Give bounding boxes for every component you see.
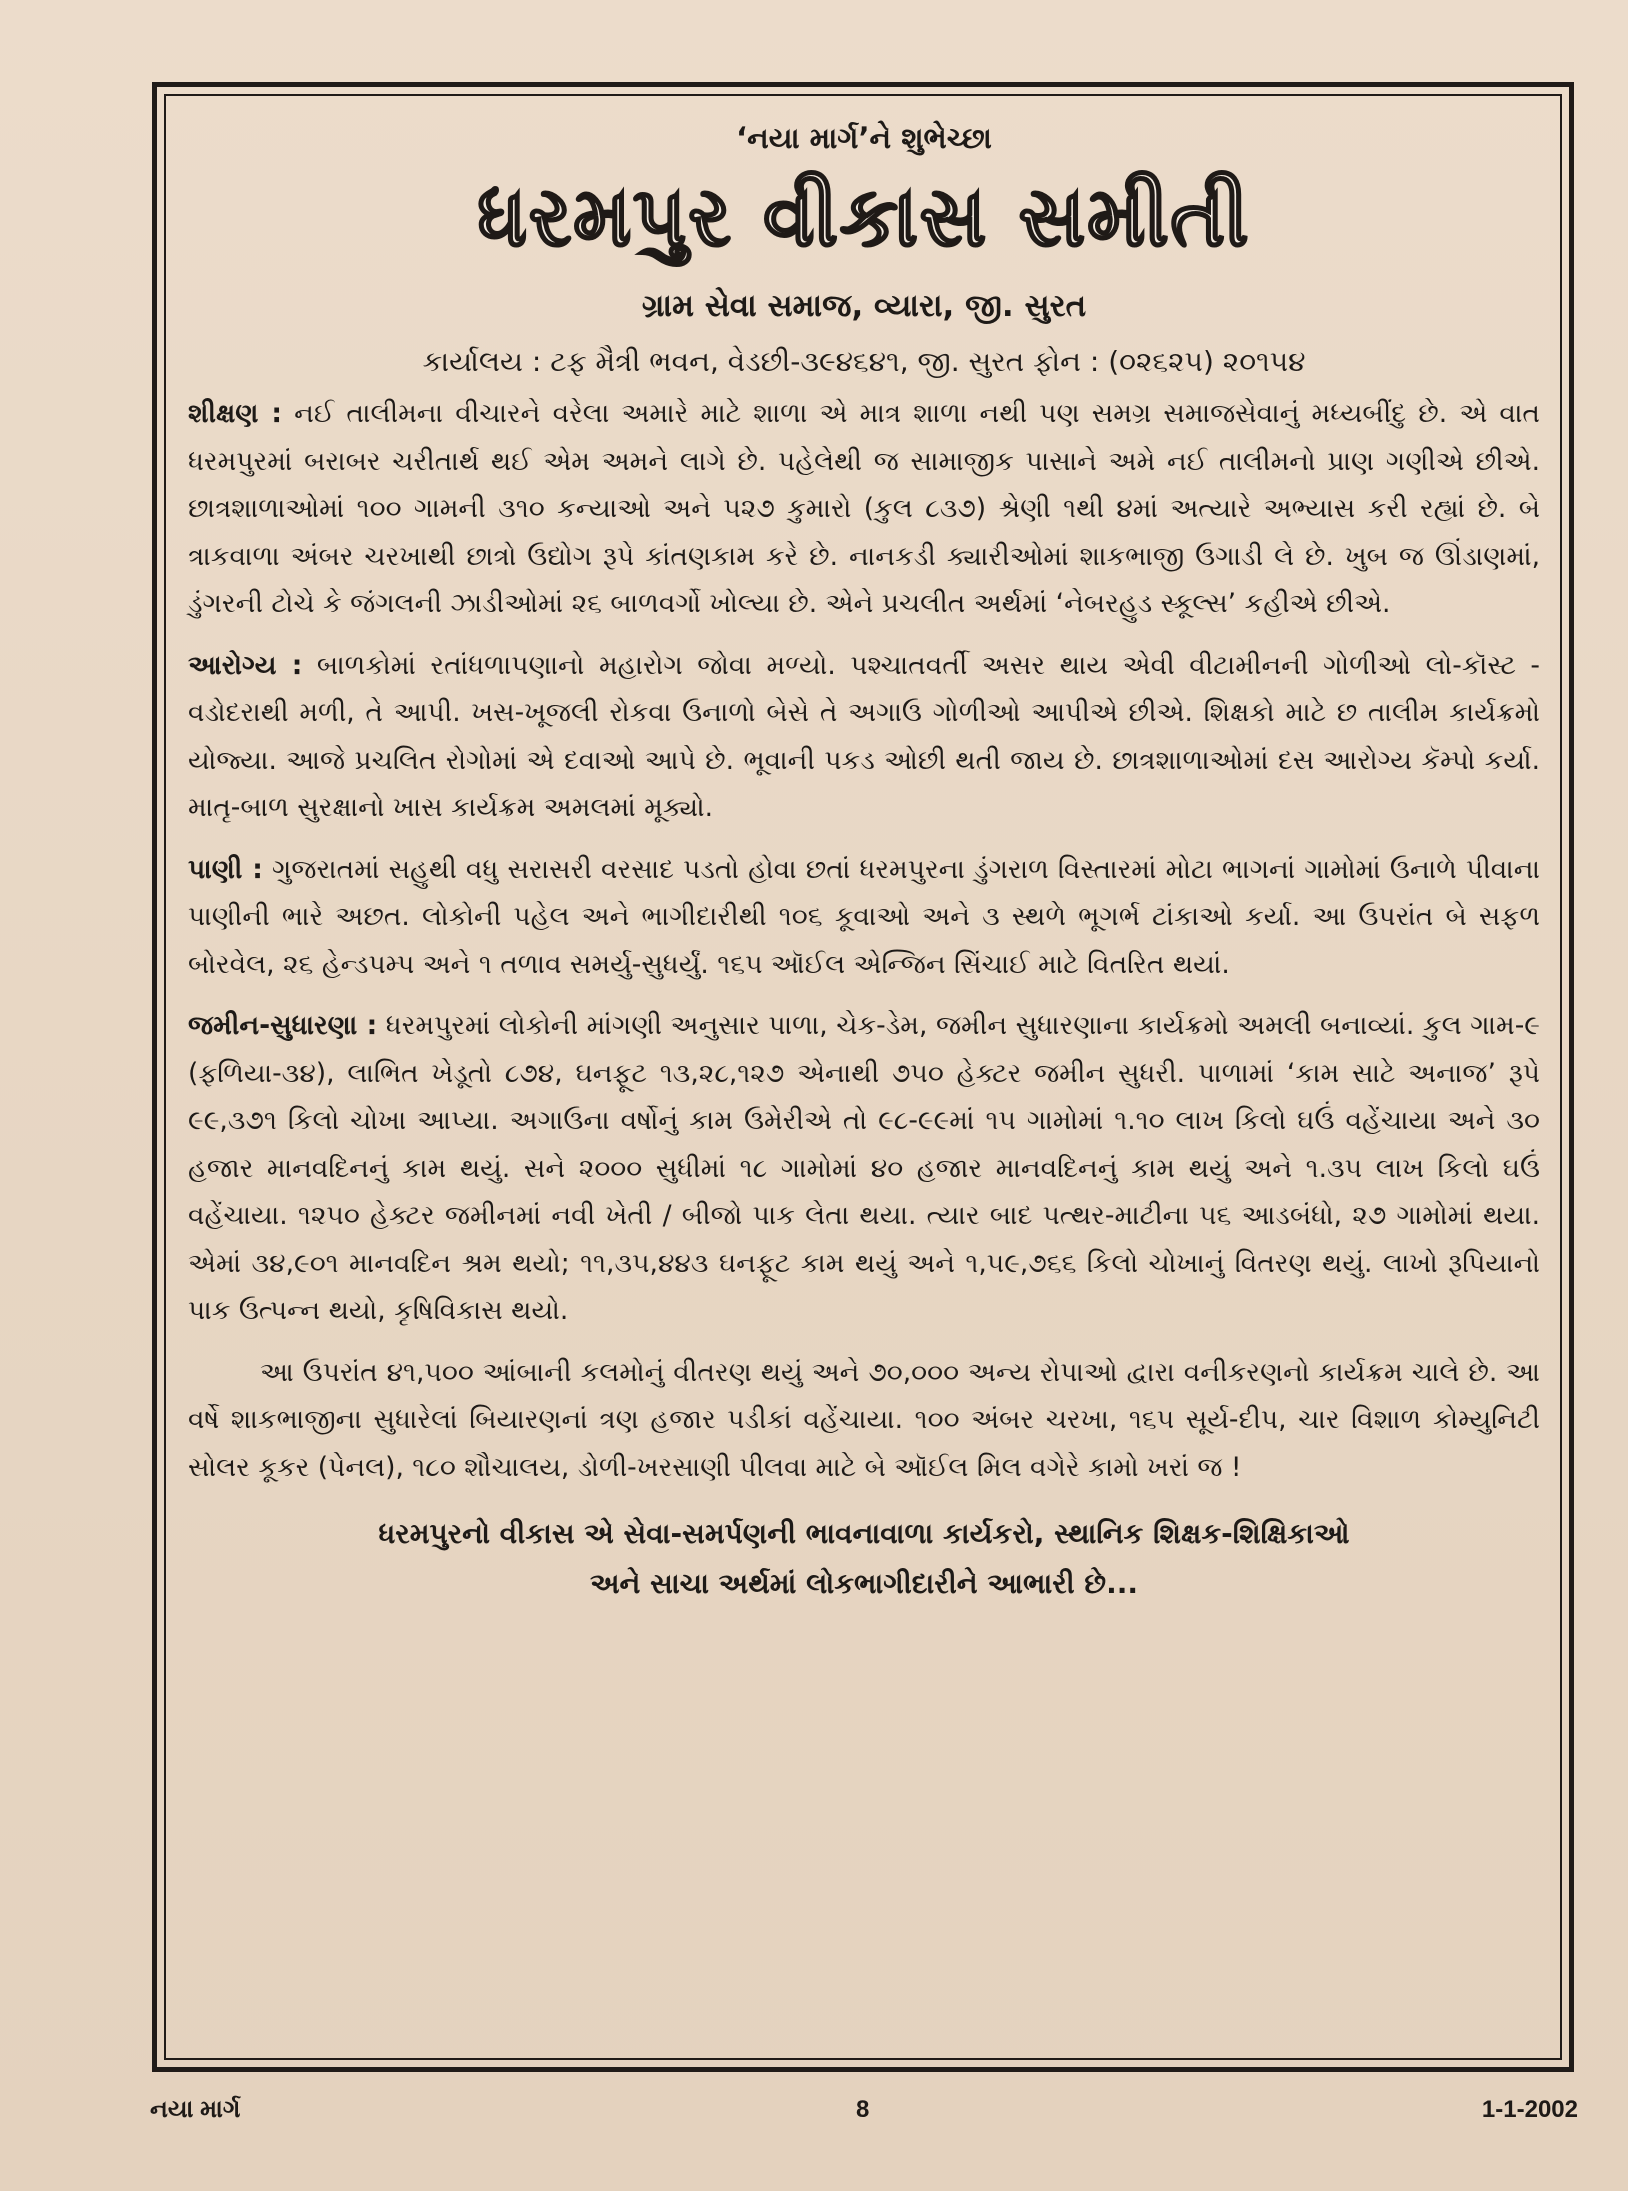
page-title: ધરમપુર વીકાસ સમીતી bbox=[477, 170, 1251, 265]
paragraph-text: બાળકોમાં રતાંધળાપણાનો મહારોગ જોવા મળ્યો. પશ્ચાતવર્તી અસર થાય એવી વીટામીનની ગોળીઓ લો-કૉસ્ટ - વડોદરાથી મળી, તે આપી. ખસ-ખૂજલી રોકવા ઉનાળો બેસે તે અગાઉ ગોળીઓ આપીએ છીએ. શિક્ષકો માટે છ તાલીમ કાર્યક્રમો યોજ્યા. આજે પ્રચલિત રોગોમાં એ દવાઓ આપે છે. ભૂવાની પકડ ઓછી થતી જાય છે. છાત્રશાળાઓમાં દસ આરોગ્ય કૅમ્પો કર્યા. માતૃ-બાળ સુરક્ષાનો ખાસ કાર્યક્રમ અમલમાં મૂક્યો. bbox=[188, 649, 1540, 823]
advertisement-box bbox=[188, 118, 1540, 1609]
paragraph-text: નઈ તાલીમના વીચારને વરેલા અમારે માટે શાળા એ માત્ર શાળા નથી પણ સમગ્ર સમાજસેવાનું મધ્યબીંદુ છે. એ વાત ધરમપુરમાં બરાબર ચરીતાર્થ થઈ એમ અમને લાગે છે. પહેલેથી જ સામાજીક પાસાને અમે નઈ તાલીમનો પ્રાણ ગણીએ છીએ. છાત્રશાળાઓમાં ૧૦૦ ગામની ૩૧૦ કન્યાઓ અને ૫૨૭ કુમારો (કુલ ૮૩૭) શ્રેણી ૧થી ૪માં અત્યારે અભ્યાસ કરી રહ્યાં છે. બે ત્રાકવાળા અંબર ચરખાથી છાત્રો ઉદ્યોગ રૂપે કાંતણકામ કરે છે. નાનકડી ક્યારીઓમાં શાકભાજી ઉગાડી લે છે. ખુબ જ ઊંડાણમાં, ડુંગરની ટોચે કે જંગલની ઝાડીઓમાં ૨૬ બાળવર્ગો ખોલ્યા છે. એને પ્રચલીત અર્થમાં ‘નેબરહુડ સ્કૂલ્સ’ કહીએ છીએ. bbox=[188, 398, 1541, 619]
footer-page-number: 8 bbox=[856, 2096, 870, 2123]
closing-line-1: ધરમપુરનો વીકાસ એ સેવા-સમર્પણની ભાવનાવાળા કાર્યકરો, સ્થાનિક શિક્ષક-શિક્ષિકાઓ bbox=[378, 1517, 1350, 1550]
paragraph-text: આ ઉપરાંત ૪૧,૫૦૦ આંબાની કલમોનું વીતરણ થયું અને ૭૦,૦૦૦ અન્ય રોપાઓ દ્વારા વનીકરણનો કાર્યક્રમ ચાલે છે. આ વર્ષે શાકભાજીના સુધારેલાં બિયારણનાં ત્રણ હજાર પડીકાં વહેંચાયા. ૧૦૦ અંબર ચરખા, ૧૬૫ સૂર્ય-દીપ, ચાર વિશાળ કોમ્યુનિટી સોલર કૂકર (પેનલ), ૧૮૦ શૌચાલય, ડોળી-ખરસાણી પીલવા માટે બે ઑઈલ મિલ વગેરે કામો ખરાં જ ! bbox=[188, 1356, 1540, 1483]
organization-subtitle: ગ્રામ સેવા સમાજ, વ્યારા, જી. સુરત bbox=[641, 288, 1087, 324]
closing-line-2: અને સાચા અર્થમાં લોકભાગીદારીને આભારી છે... bbox=[589, 1567, 1138, 1600]
paragraph-heading: જમીન-સુધારણા : bbox=[188, 1010, 378, 1041]
office-address: કાર્યાલય : ટફ મૈત્રી ભવન, વેડછી-૩૯૪૬૪૧, જી. સુરત ફોન : (૦૨૬૨૫) ૨૦૧૫૪ bbox=[422, 345, 1306, 378]
paragraph-education bbox=[188, 390, 1540, 628]
footer-publication-name: નયા માર્ગ bbox=[150, 2096, 241, 2123]
closing-note bbox=[188, 1509, 1540, 1609]
paragraph-health bbox=[188, 642, 1540, 832]
paragraph-water bbox=[188, 846, 1540, 989]
paragraph-text: ગુજરાતમાં સહુથી વધુ સરાસરી વરસાદ પડતો હોવા છતાં ધરમપુરના ડુંગરાળ વિસ્તારમાં મોટા ભાગનાં ગામોમાં ઉનાળે પીવાના પાણીની ભારે અછત. લોકોની પહેલ અને ભાગીદારીથી ૧૦૬ કૂવાઓ અને ૩ સ્થળે ભૂગર્ભ ટાંકાઓ કર્યા. આ ઉપરાંત બે સફળ બોરવેલ, ૨૬ હેન્ડપમ્પ અને ૧ તળાવ સમર્યુ-સુધર્યું. ૧૬૫ ઑઈલ એન્જિન સિંચાઈ માટે વિતરિત થયાં. bbox=[188, 853, 1541, 980]
greeting-line: ‘નયા માર્ગ’ને શુભેચ્છા bbox=[736, 121, 992, 155]
paragraph-heading: પાણી : bbox=[188, 853, 263, 885]
paragraph-heading: શીક્ષણ : bbox=[188, 398, 282, 429]
paragraph-text: ધરમપુરમાં લોકોની માંગણી અનુસાર પાળા, ચેક-ડેમ, જમીન સુધારણાના કાર્યક્રમો અમલી બનાવ્યાં. કુલ ગામ-૯ (ફળિયા-૩૪), લાભિત ખેડૂતો ૮૭૪, ઘનફૂટ ૧૩,૨૮,૧૨૭ એનાથી ૭૫૦ હેક્ટર જમીન સુધરી. પાળામાં ‘કામ સાટે અનાજ’ રૂપે ૯૯,૩૭૧ કિલો ચોખા આપ્યા. અગાઉના વર્ષોનું કામ ઉમેરીએ તો ૯૮-૯૯માં ૧૫ ગામોમાં ૧.૧૦ લાખ કિલો ઘઉં વહેંચાયા અને ૩૦ હજાર માનવદિનનું કામ થયું. સને ૨૦૦૦ સુધીમાં ૧૮ ગામોમાં ૪૦ હજાર માનવદિનનું કામ થયું અને ૧.૩૫ લાખ કિલો ઘઉં વહેંચાયા. ૧૨૫૦ હેક્ટર જમીનમાં નવી ખેતી / બીજો પાક લેતા થયા. ત્યાર બાદ પત્થર-માટીના ૫૬ આડબંધો, ૨૭ ગામોમાં થયા. એમાં ૩૪,૯૦૧ માનવદિન શ્રમ થયો; ૧૧,૩૫,૪૪૩ ઘનફૂટ કામ થયું અને ૧,૫૯,૭૬૬ કિલો ચોખાનું વિતરણ થયું. લાખો રૂપિયાનો પાક ઉત્પન્ન થયો, કૃષિવિકાસ થયો. bbox=[188, 1010, 1540, 1326]
footer-date: 1-1-2002 bbox=[1481, 2096, 1578, 2123]
paragraph-land-improvement bbox=[188, 1002, 1540, 1335]
paragraph-heading: આરોગ્ય : bbox=[188, 649, 303, 681]
paragraph-additional-work bbox=[188, 1349, 1540, 1492]
